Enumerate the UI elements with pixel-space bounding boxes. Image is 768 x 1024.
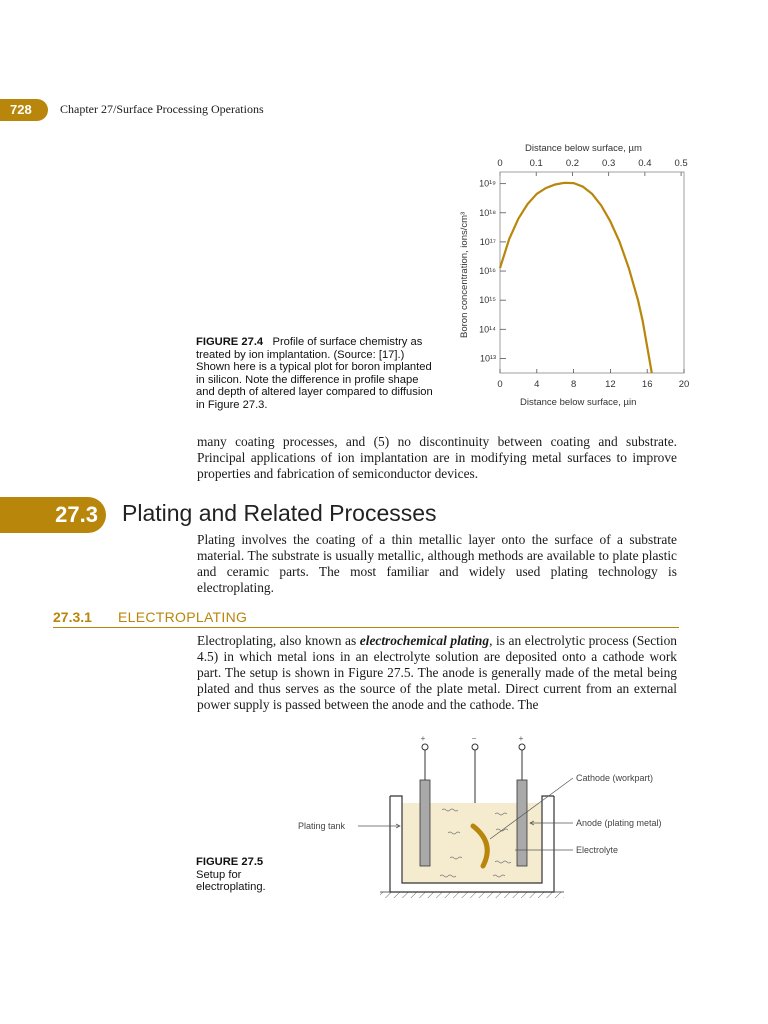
x-top-tick-label: 0.5 [674, 158, 688, 169]
y-tick-label: 10¹⁴ [479, 324, 496, 335]
ground-hatch [380, 892, 564, 898]
x-bottom-label: Distance below surface, µin [520, 397, 637, 408]
terminal-minus: − [471, 734, 477, 743]
terminal-plus-right: + [518, 734, 524, 743]
y-axis-label: Boron concentration, ions/cm³ [459, 211, 470, 338]
subsection-number: 27.3.1 [53, 609, 92, 625]
label-anode: Anode (plating metal) [576, 818, 662, 828]
figure-27-5-label: FIGURE 27.5 [196, 856, 264, 868]
running-head: Chapter 27/Surface Processing Operations [60, 102, 264, 116]
x-bottom-tick-label: 16 [641, 379, 653, 390]
figure-27-4-label: FIGURE 27.4 [196, 336, 264, 348]
x-bottom-ticks [497, 369, 689, 390]
y-tick-label: 10¹⁹ [479, 178, 496, 189]
para-before: Electroplating, also known as [197, 633, 357, 648]
x-bottom-tick-label: 8 [570, 379, 577, 390]
figure-27-4-caption [196, 336, 436, 412]
boron-profile-chart [440, 138, 700, 418]
plot-frame [500, 172, 684, 373]
page-number: 728 [0, 99, 48, 121]
x-top-tick-label: 0 [497, 158, 503, 169]
anode-right [517, 780, 527, 866]
terminal-circle-middle [472, 744, 478, 750]
section-title: Plating and Related Processes [122, 500, 437, 526]
y-tick-label: 10¹⁷ [479, 236, 496, 247]
label-cathode: Cathode (workpart) [576, 773, 654, 783]
terminal-plus-left: + [420, 734, 426, 743]
x-bottom-tick-label: 12 [605, 379, 616, 390]
x-bottom-tick-label: 20 [678, 379, 690, 390]
section-number: 27.3 [0, 497, 106, 533]
x-bottom-tick-label: 4 [534, 379, 540, 390]
y-tick-label: 10¹⁶ [479, 266, 496, 277]
x-top-tick-label: 0.2 [565, 158, 580, 169]
label-electrolyte: Electrolyte [576, 845, 619, 855]
anode-left [420, 780, 430, 866]
y-ticks [479, 179, 506, 364]
para-after: , is an electrolytic process (Section 4.5) in which metal ions in an electrolyte solution are deposited onto a cathode work part. The setup is shown in Figure 27.5. The anode is generally made of the metal being plated and thus serves as the source of the plate metal. Direct current from an external power supply is passed between the anode and the cathode. The [197, 633, 677, 712]
x-top-tick-label: 0.1 [529, 158, 543, 169]
electroplating-diagram [290, 730, 690, 910]
y-tick-label: 10¹³ [479, 353, 496, 364]
section-intro: Plating involves the coating of a thin metallic layer onto the surface of a substrate material. The substrate is usually metallic, although methods are available to plate plastic and ceramic parts. The most familiar and widely used plating technology is electroplating. [197, 532, 677, 595]
subsection-title: ELECTROPLATING [118, 609, 248, 625]
paragraph-continued: many coating processes, and (5) no discontinuity between coating and substrate. Principal applications of ion implantation are in modifying metal surfaces to improve properties and fabrication of semiconductor devices. [197, 434, 677, 481]
x-top-label: Distance below surface, µm [525, 143, 642, 154]
term-electrochemical-plating: electrochemical plating [359, 633, 490, 648]
subsection-rule [53, 627, 679, 628]
y-tick-label: 10¹⁸ [479, 207, 496, 218]
figure-27-5-text: Setup for electroplating. [196, 868, 266, 894]
x-bottom-tick-label: 0 [497, 379, 503, 390]
label-plating-tank: Plating tank [298, 821, 346, 831]
figure-27-5-caption [196, 856, 286, 894]
terminal-circle-left [422, 744, 428, 750]
concentration-curve [500, 183, 652, 373]
x-top-ticks [497, 158, 687, 176]
terminal-circle-right [519, 744, 525, 750]
x-top-tick-label: 0.3 [602, 158, 616, 169]
electroplating-paragraph [197, 633, 677, 713]
y-tick-label: 10¹⁵ [479, 295, 496, 306]
figure-27-4-text: Profile of surface chemistry as treated by ion implantation. (Source: [17].) Shown here is a typical plot for boron implanted in silicon. Note the difference in profile shape and depth of altered layer compared to diffusion in Figure 27.3. [196, 336, 433, 411]
x-top-tick-label: 0.4 [638, 158, 652, 169]
